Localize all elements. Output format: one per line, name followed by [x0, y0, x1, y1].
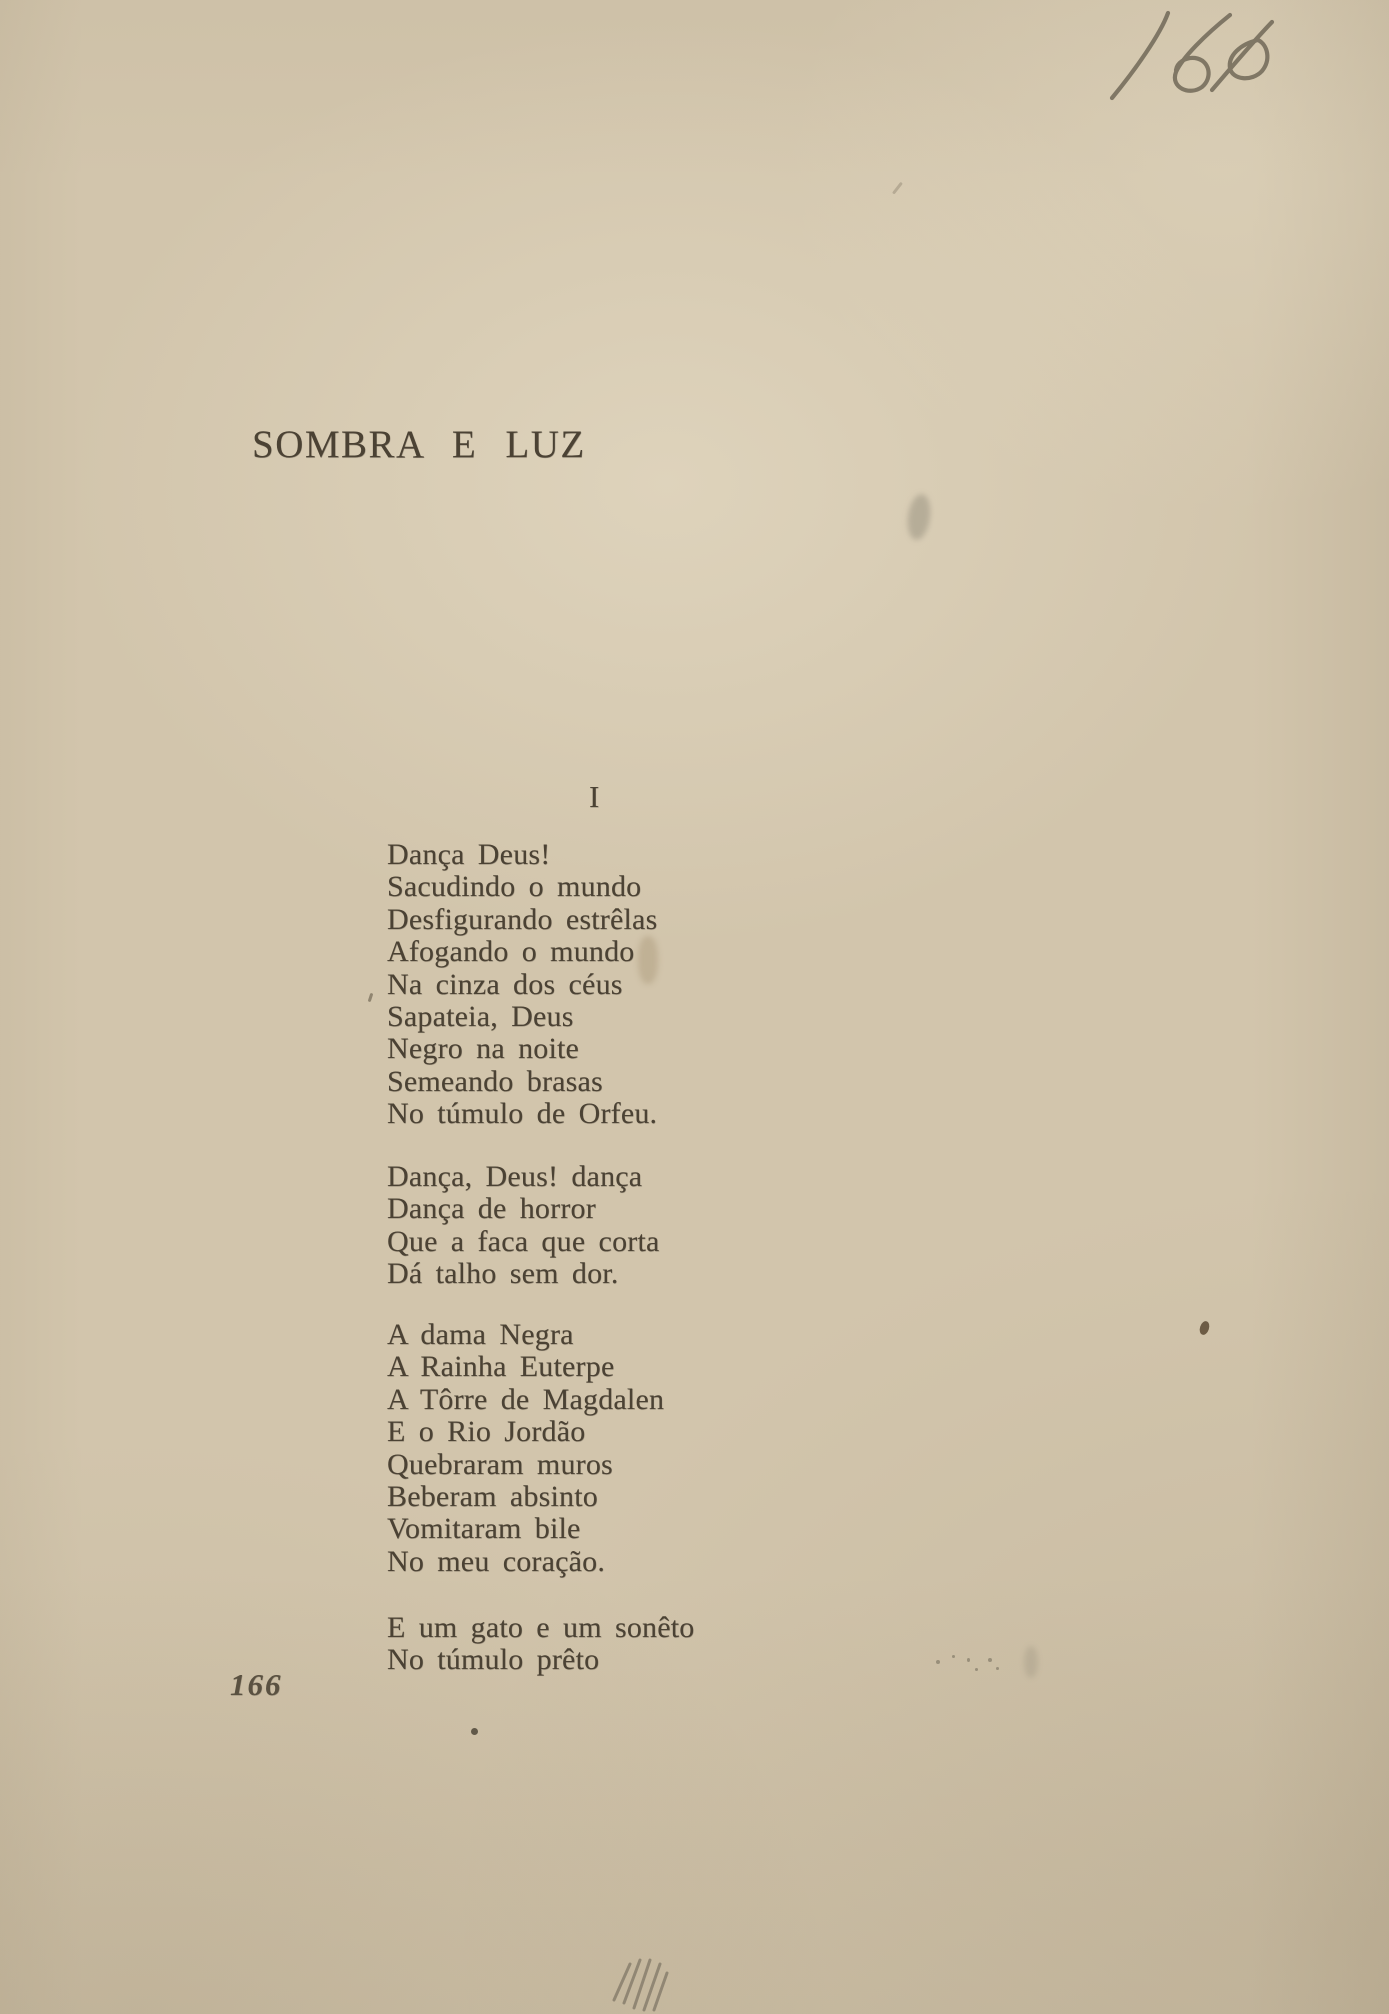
poem-line: Semeando brasas	[387, 1064, 603, 1098]
poem-line: A Rainha Euterpe	[387, 1350, 615, 1384]
faint-pencil-tick	[892, 182, 903, 195]
pencil-smudge	[1024, 1646, 1038, 1678]
poem-line: No meu coração.	[387, 1544, 606, 1578]
pencil-speck	[975, 1668, 978, 1671]
poem-line: Dança Deus!	[387, 838, 551, 871]
pencil-speck	[952, 1655, 955, 1658]
poem-line: Desfigurando estrêlas	[387, 902, 658, 936]
pencil-speck	[988, 1658, 992, 1662]
poem-line: A Tôrre de Magdalen	[387, 1382, 665, 1416]
poem-line: Que a faca que corta	[387, 1224, 660, 1258]
pencil-speck	[996, 1667, 999, 1670]
pencil-hatch-mark	[596, 1950, 686, 2014]
poem-line: Na cinza dos céus	[387, 967, 623, 1001]
poem-line: Beberam absinto	[387, 1480, 598, 1514]
poem-line: Dança, Deus! dança	[387, 1160, 643, 1193]
poem-stanza-3	[387, 1319, 664, 1578]
poem-line: Dá talho sem dor.	[387, 1257, 619, 1291]
poem-line: Vomitaram bile	[387, 1512, 581, 1546]
poem-line: No túmulo de Orfeu.	[387, 1097, 658, 1131]
poem-stanza-4	[387, 1612, 695, 1677]
pencil-numeral-strokes	[1080, 0, 1300, 110]
pencil-speck	[936, 1660, 940, 1664]
pencil-speck	[967, 1658, 970, 1662]
poem-line: No túmulo prêto	[387, 1643, 600, 1677]
poem-line: Dança de horror	[387, 1192, 596, 1226]
ink-speck	[1198, 1320, 1211, 1336]
footer-page-number: 166	[230, 1667, 283, 1702]
poem-line: A dama Negra	[387, 1318, 574, 1351]
poem-line: Negro na noite	[387, 1032, 580, 1066]
ink-dot	[471, 1728, 478, 1735]
poem-stanza-2	[387, 1161, 660, 1291]
page-title: SOMBRA E LUZ	[252, 423, 586, 466]
poem-line: E um gato e um sonêto	[387, 1611, 695, 1644]
handwritten-page-number	[1080, 0, 1300, 110]
section-numeral: I	[589, 779, 601, 814]
poem-line: Sapateia, Deus	[387, 1000, 574, 1034]
poem-stanza-1	[387, 839, 657, 1131]
stray-tick-mark	[368, 993, 374, 1002]
gray-smudge	[905, 493, 933, 542]
poem-line: Quebraram muros	[387, 1447, 613, 1481]
poem-line: E o Rio Jordão	[387, 1415, 586, 1449]
poem-line: Afogando o mundo	[387, 935, 635, 969]
poem-line: Sacudindo o mundo	[387, 870, 642, 904]
